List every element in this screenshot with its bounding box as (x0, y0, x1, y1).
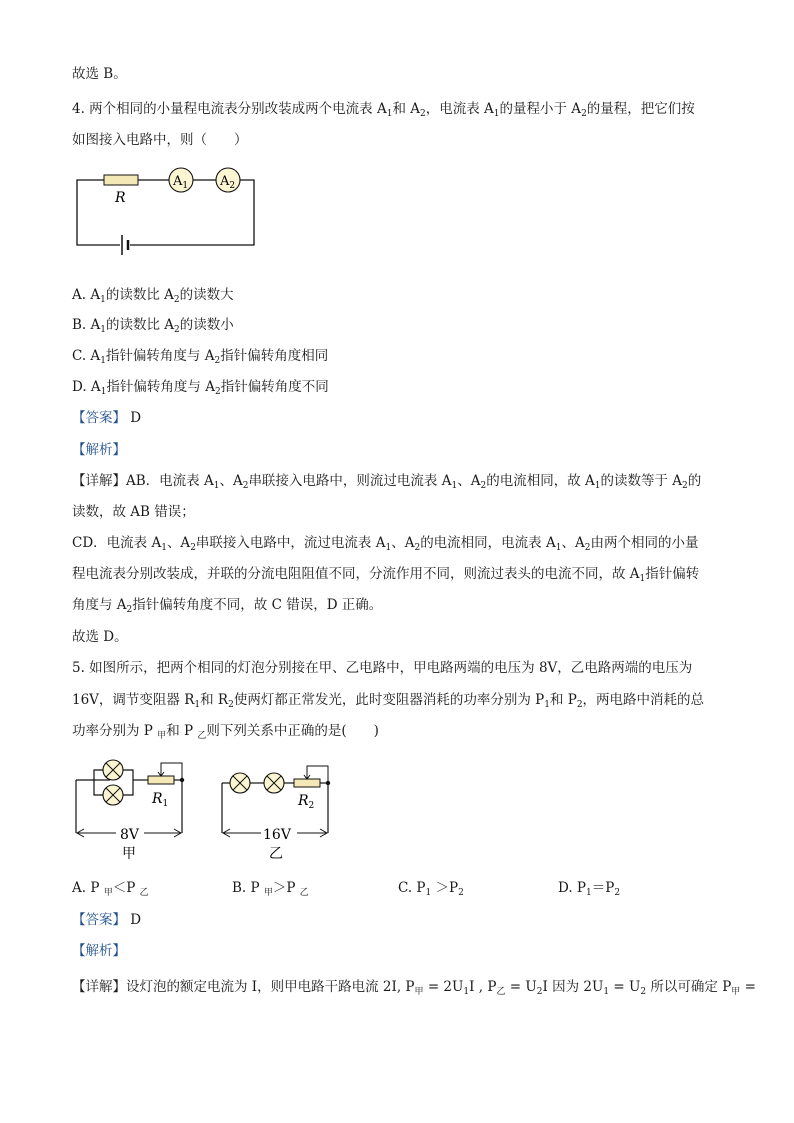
subscript: 甲 (263, 888, 273, 898)
rheostat-r2-label: $R_2$ (298, 793, 315, 811)
option-b (72, 315, 234, 335)
ammeter-a2-label: $A_2$ (220, 174, 236, 191)
circuit-diagram-q4 (72, 165, 272, 265)
subscript: 2 (480, 481, 487, 491)
detail-label: 【详解】 (72, 473, 126, 489)
text-run: 程电流表分别改装成，并联的分流电阻阻值不同，分流作用不同，则流过表头的电流不同，故 A (72, 566, 640, 582)
subscript: 甲 (157, 731, 167, 741)
answer-label: 【解析】 (72, 943, 126, 959)
subscript: 1 (194, 700, 201, 710)
explanation-line (72, 564, 699, 584)
text-run: C. A (72, 348, 101, 364)
subscript: 1 (463, 987, 470, 997)
text-run: 、A (561, 535, 585, 551)
subscript: 1 (385, 543, 392, 553)
text-run: = 2U (423, 979, 464, 995)
q5-option-c (398, 878, 464, 898)
subscript: 2 (173, 295, 180, 305)
subscript: 2 (682, 481, 688, 491)
text-run: B. A (72, 317, 101, 333)
text-run: 的读数小 (179, 317, 234, 333)
rheostat-r1 (148, 776, 174, 784)
subscript: 2 (581, 109, 587, 119)
explanation-line (72, 977, 756, 997)
text-run: = U (505, 979, 537, 995)
text-run: B. P (232, 880, 264, 896)
subscript: 1 (555, 543, 562, 553)
answer-label: 【解析】 (72, 442, 126, 458)
answer-value: D (126, 410, 142, 426)
conclusion-line: 故选 D。 (72, 629, 128, 645)
subscript: 2 (584, 543, 591, 553)
question-5-stem: 5. 如图所示，把两个相同的灯泡分别接在甲、乙电路中，甲电路两端的电压为 8V，乙电路两端的电压为 (72, 660, 693, 676)
text-run: 由两个相同的小量 (590, 535, 699, 551)
text-run: ＝P (591, 880, 615, 896)
subscript: 1 (603, 987, 610, 997)
subscript: 2 (536, 987, 543, 997)
text-run: 的读数比 A (106, 317, 175, 333)
subscript: 甲 (103, 888, 113, 898)
subscript: 1 (493, 109, 500, 119)
caption-jia: 甲 (122, 846, 136, 862)
subscript: 1 (451, 481, 458, 491)
voltage-label-jia: 8V (120, 827, 140, 843)
explanation-line (72, 471, 701, 491)
analysis-label (72, 440, 126, 460)
subscript: 2 (174, 325, 180, 335)
text-run: 的电流相同，故 A (486, 473, 595, 489)
answer-value: D (126, 912, 142, 928)
subscript: 2 (126, 605, 133, 615)
question-5-stem-cont (72, 721, 379, 741)
text-run: 4. 两个相同的小量程电流表分别改装成两个电流表 A (72, 101, 387, 117)
text-run: D. A (72, 379, 101, 395)
subscript: 2 (190, 543, 196, 553)
subscript: 1 (100, 295, 106, 305)
subscript: 2 (420, 109, 426, 119)
explanation-line: 读数，故 AB 错误； (72, 504, 195, 520)
text-run: 指针偏转角度相同 (220, 348, 329, 364)
ammeter-a1-label: $A_1$ (173, 174, 189, 191)
text-run: = U (609, 979, 641, 995)
subscript: 1 (386, 109, 393, 119)
subscript: 1 (594, 481, 601, 491)
text-run: 和 P (166, 723, 198, 739)
text-run: ，电流表 A (425, 101, 494, 117)
subscript: 1 (586, 888, 592, 898)
text-run: ，两电路中消耗的总 (582, 692, 705, 708)
q5-option-b (232, 878, 309, 898)
text-run: 则下列关系中正确的是( ) (206, 723, 379, 739)
answer-line (72, 910, 141, 930)
text-run: 串联接入电路中，则流过电流表 A (248, 473, 452, 489)
text-run: 16V，调节变阻器 R (72, 692, 195, 708)
text-run: 的 (687, 473, 702, 489)
circuit-diagram-q5 (72, 755, 352, 865)
text-run: 设灯泡的额定电流为 I，则甲电路干路电流 2I, P (126, 979, 415, 995)
rheostat-r2 (294, 779, 320, 787)
subscript: 1 (639, 574, 646, 584)
text-run: 功率分别为 P (72, 723, 158, 739)
text-run: AB．电流表 A (126, 473, 214, 489)
subscript: 1 (425, 888, 432, 898)
text-run: CD．电流表 A (72, 535, 162, 551)
subscript: 2 (576, 700, 583, 710)
subscript: 2 (414, 543, 421, 553)
subscript: 1 (100, 387, 107, 397)
subscript: 乙 (496, 987, 506, 997)
text-run: 串联接入电路中，流过电流表 A (195, 535, 386, 551)
subscript: 2 (214, 387, 221, 397)
subscript: 2 (614, 888, 621, 898)
option-d (72, 377, 329, 397)
text-run: 指针偏转角度与 A (106, 379, 215, 395)
text-run: A. A (72, 287, 101, 303)
resistor-r (104, 175, 138, 185)
subscript: 1 (100, 325, 106, 335)
answer-line (72, 408, 141, 428)
text-run: 、A (457, 473, 481, 489)
text-run: ＞P (431, 880, 459, 896)
subscript: 甲 (414, 987, 424, 997)
explanation-line (72, 595, 382, 615)
voltage-label-yi: 16V (263, 827, 291, 843)
text-run: = (740, 979, 756, 995)
rheostat-r1-label: $R_1$ (152, 791, 169, 809)
subscript: 乙 (197, 731, 207, 741)
q5-option-d (558, 878, 620, 898)
answer-label: 【答案】 (72, 410, 126, 426)
option-c (72, 346, 328, 366)
subscript: 乙 (299, 888, 309, 898)
text-run: 的读数大 (179, 287, 234, 303)
analysis-label (72, 941, 126, 961)
caption-yi: 乙 (269, 846, 283, 862)
text-run: ＞P (272, 880, 300, 896)
text-run: 和 P (549, 692, 577, 708)
subscript: 2 (640, 987, 647, 997)
text-run: 指针偏转角度不同 (220, 379, 329, 395)
detail-label: 【详解】 (72, 979, 126, 995)
text-run: I , P (469, 979, 497, 995)
resistor-r-label: R (115, 190, 126, 206)
question-4-stem (72, 99, 695, 119)
text-run: 的量程，把它们按 (586, 101, 695, 117)
text-run: 使两灯都正常发光，此时变阻器消耗的功率分别为 P (233, 692, 545, 708)
question-5-stem-cont (72, 690, 704, 710)
text-run: 的电流相同，电流表 A (420, 535, 556, 551)
text-run: 和 R (200, 692, 229, 708)
text-run: A. P (72, 880, 104, 896)
question-4-stem-cont: 如图接入电路中，则（ ） (72, 132, 248, 148)
text-run: D. P (558, 880, 587, 896)
text-run: 、A (219, 473, 243, 489)
text-run: 所以可确定 P (646, 979, 732, 995)
subscript: 1 (544, 700, 550, 710)
text-run: 、A (166, 535, 191, 551)
subscript: 2 (242, 481, 249, 491)
subscript: 乙 (139, 888, 149, 898)
text-run: 、A (391, 535, 415, 551)
text-run: 和 A (392, 101, 420, 117)
text-run: 的量程小于 A (499, 101, 582, 117)
text-line: 故选 B。 (72, 66, 127, 82)
subscript: 1 (100, 356, 106, 366)
subscript: 1 (213, 481, 220, 491)
text-run: 角度与 A (72, 597, 127, 613)
subscript: 2 (214, 356, 221, 366)
q5-option-a (72, 878, 149, 898)
subscript: 2 (458, 888, 464, 898)
text-run: 的读数比 A (105, 287, 174, 303)
text-run: ＜P (112, 880, 140, 896)
option-a (72, 285, 234, 305)
text-run: 指针偏转角度与 A (105, 348, 215, 364)
subscript: 甲 (731, 987, 741, 997)
subscript: 2 (228, 700, 234, 710)
text-run: 的读数等于 A (600, 473, 683, 489)
explanation-line (72, 533, 698, 553)
text-run: I 因为 2U (542, 979, 604, 995)
subscript: 1 (161, 543, 167, 553)
text-run: C. P (398, 880, 426, 896)
text-run: 指针偏转角度不同，故 C 错误，D 正确。 (132, 597, 383, 613)
text-run: 指针偏转 (645, 566, 700, 582)
answer-label: 【答案】 (72, 912, 126, 928)
